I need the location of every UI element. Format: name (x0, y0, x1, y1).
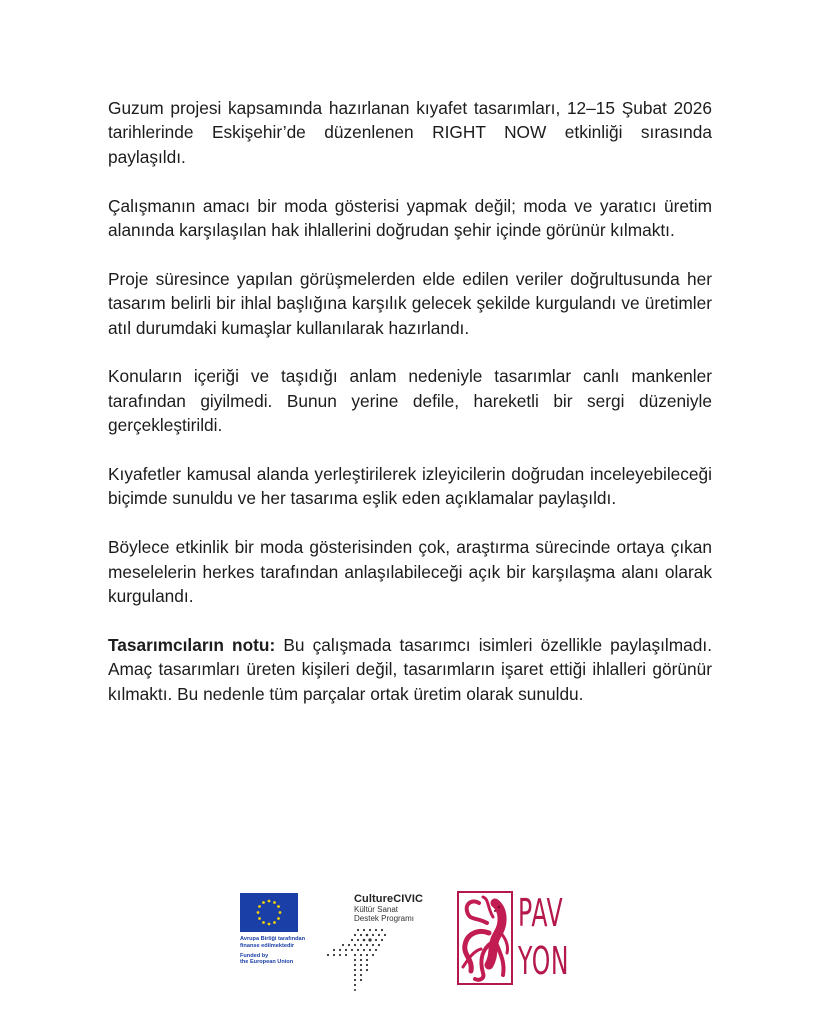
culturecivic-logo (354, 893, 454, 923)
designers-note-label: Tasarımcıların notu: (108, 634, 276, 655)
paragraph-1: Guzum projesi kapsamında hazırlanan kıyafet tasarımları, 12–15 Şubat 2026 tarihlerinde Eskişehir’de düzenlenen RIGHT NOW etkinliği sırasında paylaşıldı. (108, 98, 712, 167)
paragraph-2: Çalışmanın amacı bir moda gösterisi yapmak değil; moda ve yaratıcı üretim alanında karşılaşılan hak ihlallerini doğrudan şehir içinde görünür kılmaktı. (108, 195, 712, 241)
eu-flag-icon (240, 893, 298, 932)
document-body (108, 96, 712, 730)
octopus-icon (457, 891, 513, 985)
eu-text-en (240, 953, 340, 967)
pavyon-logo (457, 891, 587, 987)
eu-line-2: finanse edilmektedir (240, 942, 295, 949)
culturecivic-sub-2: Destek Programı (354, 914, 415, 923)
pavyon-word-bottom: YON (518, 939, 570, 983)
paragraph-3: Proje süresince yapılan görüşmelerden elde edilen veriler doğrultusunda her tasarım belirli bir ihlal başlığına karşılık gelecek şekilde kurgulandı ve üretimler atıl durumdaki kumaşlar kullanılarak hazırlandı. (108, 268, 712, 338)
eu-line-3: Funded by (240, 952, 269, 959)
paragraph-6: Böylece etkinlik bir moda gösterisinden çok, araştırma sürecinde ortaya çıkan meselelerin herkes tarafından anlaşılabileceği açık bir karşılaşma alanı olarak kurgulandı. (108, 537, 712, 607)
eu-line-4: the European Union (240, 959, 294, 966)
culturecivic-title: CultureCIVIC (354, 893, 424, 905)
designers-note-text: Bu çalışmada tasarımcı isimleri özellikle paylaşılmadı. Amaç tasarımları üreten kişileri değil, tasarımların işaret ettiği ihlalleri görünür kılmaktı. Bu nedenle tüm parçalar ortak üretim olarak sunuldu. (108, 634, 712, 704)
eu-line-1: Avrupa Birliği tarafından (240, 936, 306, 942)
designers-note (108, 633, 712, 706)
paragraph-4: Konuların içeriği ve taşıdığı anlam nedeniyle tasarımlar canlı mankenler tarafından giyilmedi. Bunun yerine defile, hareketli bir sergi düzeniyle gerçekleştirildi. (108, 366, 712, 436)
culturecivic-sub-1: Kültür Sanat (354, 905, 399, 914)
eu-logo (240, 893, 340, 966)
eu-text-tr (240, 936, 340, 950)
dotted-arrow-icon (326, 927, 388, 991)
paragraph-5: Kıyafetler kamusal alanda yerleştirilerek izleyicilerin doğrudan inceleyebileceği biçimde sunuldu ve her tasarıma eşlik eden açıklamalar paylaşıldı. (108, 464, 712, 509)
pavyon-word-top: PAV (518, 891, 564, 935)
